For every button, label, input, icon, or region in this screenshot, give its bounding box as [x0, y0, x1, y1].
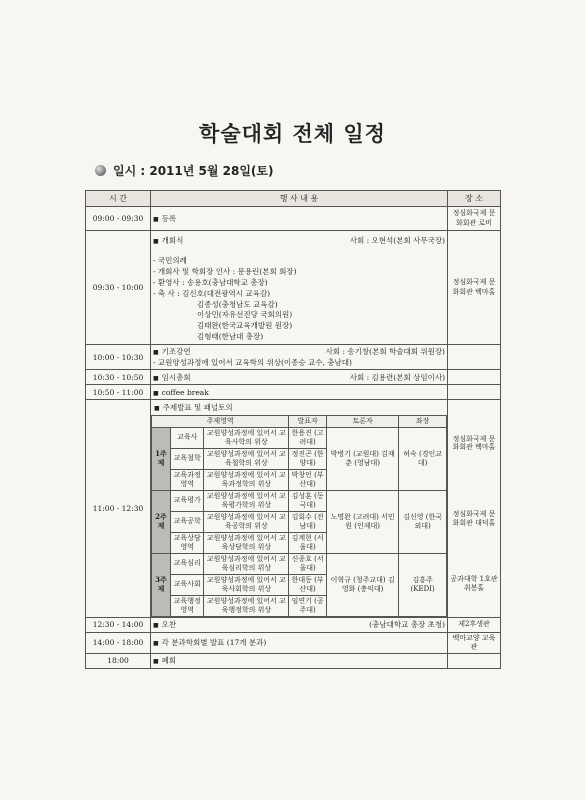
topic-cell: 교원양성과정에 있어서 교육행정학의 위상 [204, 595, 289, 616]
opening-indented [153, 300, 445, 344]
opening-guest: 김형태(한남대 총장) [197, 332, 264, 342]
topic-cell: 교원양성과정에 있어서 교육공학의 위상 [204, 511, 289, 532]
content-cell [151, 385, 448, 400]
detail: - 교원양성과정에 있어서 교육학의 위상(이종승 교수, 충남대) [153, 358, 352, 367]
row-division [86, 632, 501, 653]
place-cell: 백마교양 교육관 [448, 632, 501, 653]
theme-cell: 1주제 [152, 427, 171, 490]
presenter-cell: 정진곤 (한양대) [289, 448, 327, 469]
host: 사회 : 김용련(본회 상임이사) [349, 372, 445, 382]
presenter-cell: 한용진 (고려대) [289, 427, 327, 448]
room-cell: 정심화국제 문화회관 백마홀 [452, 434, 496, 452]
time-cell: 10:00 - 10:30 [86, 345, 151, 370]
topic-cell: 교원양성과정에 있어서 교육과정학의 위상 [204, 469, 289, 490]
date-text: 일시 : 2011년 5월 28일(토) [113, 164, 274, 178]
row-coffee [86, 385, 501, 400]
header-content: 행 사 내 용 [151, 191, 448, 207]
area-cell: 교육심리 [171, 553, 204, 574]
presenter-cell: 한대동 (부산대) [289, 574, 327, 595]
place-cell [448, 400, 501, 618]
topic-cell: 교원양성과정에 있어서 교육사학의 위상 [204, 427, 289, 448]
time-cell: 12:30 - 14:00 [86, 617, 151, 632]
content-cell [151, 370, 448, 385]
content-cell [151, 653, 448, 668]
presenter-cell: 신종호 (서울대) [289, 553, 327, 574]
sub-row [152, 427, 447, 448]
sub-header-area: 주제영역 [152, 416, 289, 428]
room-cell: 공과대학 1호관 취봉홀 [450, 575, 498, 592]
row-lunch [86, 617, 501, 632]
content-cell [151, 400, 448, 618]
area-cell: 교육사 [171, 427, 204, 448]
topic-cell: 교원양성과정에 있어서 교육심리학의 위상 [204, 553, 289, 574]
area-cell: 교육행정 영역 [171, 595, 204, 616]
opening-line: - 국민의례 [153, 256, 187, 265]
place-cell: 정심화국제 문화회관 로비 [448, 207, 501, 231]
place-cell [448, 385, 501, 400]
presenter-cell: 김회수 (전남대) [289, 511, 327, 532]
moderator-cell: 김신영 (한국외대) [399, 490, 447, 553]
place-cell [448, 370, 501, 385]
header-time: 시 간 [86, 191, 151, 207]
row-closing [86, 653, 501, 668]
row-registration [86, 207, 501, 231]
area-cell: 교육상담 영역 [171, 532, 204, 553]
topic-cell: 교원양성과정에 있어서 교육사회학의 위상 [204, 574, 289, 595]
opening-line: - 축 사 : 김신호(대전광역시 교육감) [153, 288, 271, 298]
session-table [151, 415, 447, 617]
sub-header-presenter: 발표자 [289, 416, 327, 428]
date-line [95, 162, 273, 179]
discussant-cell: 노명완 (고려대) 서민원 (인제대) [327, 490, 399, 553]
place-cell [448, 345, 501, 370]
room-cell: 정심화국제 문화회관 대덕홀 [452, 510, 496, 527]
area-cell: 교육평가 [171, 490, 204, 511]
place-cell: 정심화국제 문화회관 백마홀 [448, 231, 501, 345]
topic-cell: 교원양성과정에 있어서 교육철학의 위상 [204, 448, 289, 469]
label: ■ 임시총회 [153, 372, 191, 383]
content-cell [151, 632, 448, 653]
topic-cell: 교원양성과정에 있어서 교육평가학의 위상 [204, 490, 289, 511]
area-cell: 교육사회 [171, 574, 204, 595]
time-cell: 09:00 - 09:30 [86, 207, 151, 231]
row-general [86, 370, 501, 385]
place-cell: 제2후생관 [448, 617, 501, 632]
header-row [86, 191, 501, 207]
content-cell [151, 231, 448, 345]
sub-header-moderator: 좌장 [399, 416, 447, 428]
row-opening [86, 231, 501, 345]
sub-header-discussant: 토론자 [327, 416, 399, 428]
opening-line: - 환영사 : 송용호(충남대학교 총장) [153, 277, 268, 287]
theme-cell: 3주제 [152, 553, 171, 616]
row-keynote [86, 345, 501, 370]
schedule-table [85, 190, 501, 669]
discussant-cell: 이혁규 (청주교대) 김영화 (충익대) [327, 553, 399, 616]
moderator-cell: 허숙 (경인교대) [399, 427, 447, 490]
page-title: 학술대회 전체 일정 [199, 122, 386, 146]
place-cell [448, 653, 501, 668]
presenter-cell: 박창언 (부산대) [289, 469, 327, 490]
content-cell [151, 207, 448, 231]
area-cell: 교육철학 [171, 448, 204, 469]
area-cell: 교육공학 [171, 511, 204, 532]
label: ■ 폐회 [153, 656, 176, 665]
theme-cell: 2주제 [152, 490, 171, 553]
room-row [448, 486, 500, 551]
room-row [448, 551, 500, 616]
label: ■ coffee break [153, 388, 209, 397]
time-cell: 11:00 - 12:30 [86, 400, 151, 618]
host: 사회 : 오현석(본회 사무국장) [349, 236, 445, 245]
time-cell: 09:30 - 10:00 [86, 231, 151, 345]
label: ■ 기조강연 [153, 346, 191, 357]
rooms-table [448, 400, 500, 616]
label: ■ 각 분과학회별 발표 (17개 분과) [153, 638, 266, 647]
host: (충남대학교 총장 초청) [369, 620, 445, 630]
area-cell: 교육과정 영역 [171, 469, 204, 490]
sub-row [152, 553, 447, 574]
header-place: 장 소 [448, 191, 501, 207]
time-cell: 18:00 [86, 653, 151, 668]
presenter-cell: 김성훈 (동국대) [289, 490, 327, 511]
presenter-cell: 임연기 (공주대) [289, 595, 327, 616]
bullet-icon [95, 165, 106, 176]
opening-lines [153, 256, 445, 300]
opening-guest: 김태완(한국교육개발원 원장) [197, 321, 293, 331]
time-cell: 14:00 - 18:00 [86, 632, 151, 653]
opening-guest: 김종성(충청남도 교육감) [197, 299, 278, 309]
room-row [448, 400, 500, 486]
content-cell [151, 345, 448, 370]
content-cell [151, 617, 448, 632]
presenter-cell: 김계현 (서울대) [289, 532, 327, 553]
time-cell: 10:50 - 11:00 [86, 385, 151, 400]
opening-guest: 이상민(자유선진당 국회의원) [197, 310, 293, 320]
label: ■ 등록 [153, 214, 176, 223]
host: 사회 : 송기창(본회 학술대회 위원장) [325, 347, 445, 356]
sub-header-row [152, 416, 447, 428]
label: ■ 오찬 [153, 619, 176, 630]
label: ■ 개회식 [153, 235, 183, 246]
sub-row [152, 490, 447, 511]
time-cell: 10:30 - 10:50 [86, 370, 151, 385]
topic-cell: 교원양성과정에 있어서 교육상담학의 위상 [204, 532, 289, 553]
opening-line: - 개회사 및 학회장 인사 : 문용린(본회 회장) [153, 266, 297, 276]
moderator-cell: 김흥주 (KEDI) [399, 553, 447, 616]
label: ■ 주제발표 및 패널토의 [151, 400, 447, 415]
row-session [86, 400, 501, 618]
discussant-cell: 박병기 (교원대) 김재춘 (영남대) [327, 427, 399, 490]
